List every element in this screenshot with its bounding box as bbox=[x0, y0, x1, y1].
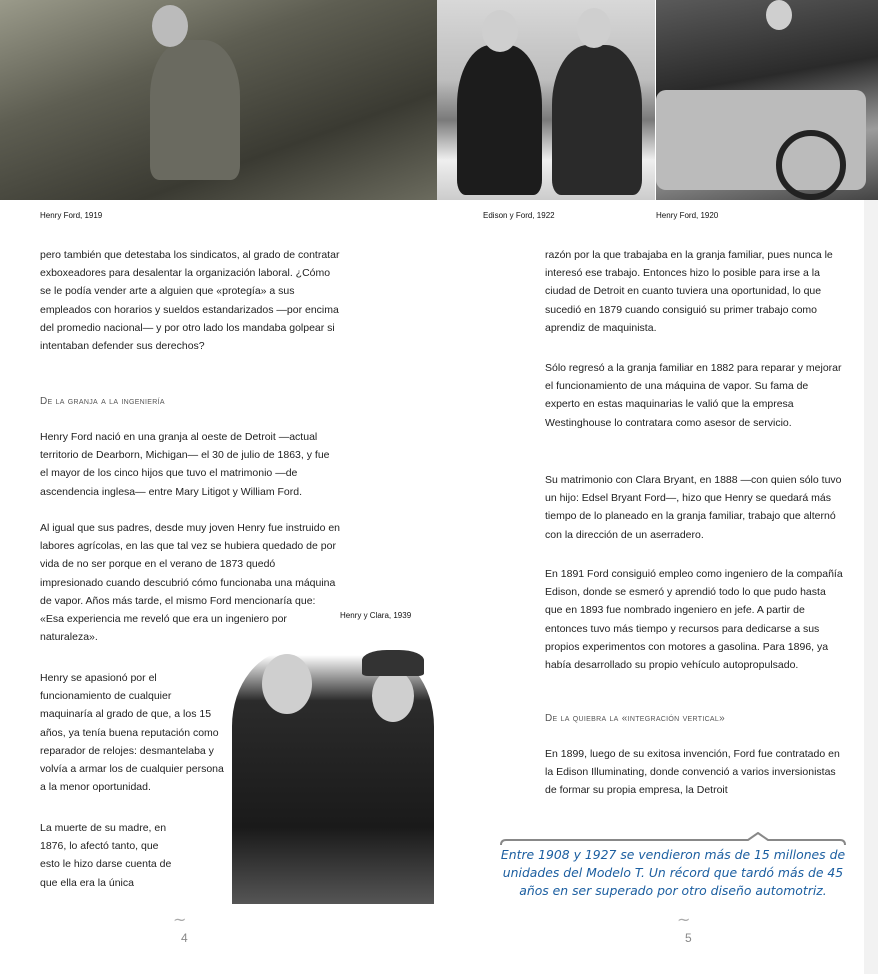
photo-edison-and-ford-1922 bbox=[437, 0, 655, 200]
body-paragraph: Henry Ford nació en una granja al oeste de Detroit —actual territorio de Dearborn, Michigan— el 30 de julio de 1863, y fue el mayor de los cinco hijos que tuvo el matrimonio —de ascendencia inglesa— entre Mary Litigot y William Ford. bbox=[40, 431, 330, 498]
page-ornament-icon: ~ bbox=[173, 910, 187, 929]
page-edge bbox=[864, 200, 878, 974]
page-ornament-icon: ~ bbox=[677, 910, 691, 929]
caption-henry-ford-1919: Henry Ford, 1919 bbox=[40, 211, 103, 220]
photo-henry-and-clara-1939 bbox=[232, 650, 434, 904]
caption-edison-ford-1922: Edison y Ford, 1922 bbox=[483, 211, 555, 220]
body-paragraph: En 1891 Ford consiguió empleo como ingeniero de la compañía Edison, donde se esmeró y aprendió todo lo que pudo hasta que en 1893 fue nombrado ingeniero en jefe. A partir de entonces tuvo más tiempo y recursos para dedicarse a sus propios experimentos con motores a gasolina. Para 1896, ya había desarrollado su propio vehículo autopropulsado. bbox=[545, 568, 843, 672]
pull-quote bbox=[500, 832, 846, 902]
photo-henry-ford-1919 bbox=[0, 0, 437, 200]
body-paragraph: pero también que detestaba los sindicatos, al grado de contratar exboxeadores para desalentar la organización laboral. ¿Cómo se le podía vender arte a alguien que «protegía» a sus empleados con horarios y sueldos estandarizados —por encima del promedio nacional— y por otro lado los mandaba golpear si intentaban defender sus derechos? bbox=[40, 249, 340, 353]
pull-quote-bracket bbox=[500, 832, 846, 846]
body-paragraph: Sólo regresó a la granja familiar en 1882 para reparar y mejorar el funcionamiento de una máquina de vapor. Su fama de experto en estas maquinarias le valió que la empresa Westinghouse lo contratara como asesor de servicio. bbox=[545, 362, 842, 429]
photo-henry-ford-1920 bbox=[656, 0, 878, 200]
pull-quote-text: Entre 1908 y 1927 se vendieron más de 15 millones de unidades del Modelo T. Un récord que tardó más de 45 años en ser superado por otro diseño automotriz. bbox=[500, 847, 846, 898]
body-paragraph: razón por la que trabajaba en la granja familiar, pues nunca le interesó ese trabajo. Entonces hizo lo posible para irse a la ciudad de Detroit en cuanto tuviera una oportunidad, lo que sucedió en 1879 cuando consiguió su primer trabajo como aprendiz de maquinista. bbox=[545, 249, 833, 334]
page-number: 5 bbox=[685, 931, 692, 945]
body-paragraph: Al igual que sus padres, desde muy joven Henry fue instruido en labores agrícolas, en las que tal vez se hubiera quedado de por vida de no ser porque en el verano de 1873 quedó impresionado cuando descubrió cómo funcionaba una máquina de vapor. Años más tarde, el mismo Ford mencionaría que: «Esa experiencia me reveló que era un ingeniero por naturaleza». bbox=[40, 522, 341, 644]
body-paragraph: Henry se apasionó por el funcionamiento de cualquier maquinaría al grado de que, a los 15 años, ya tenía buena reputación como reparador de relojes: desmantelaba y volvía a armar los de cualquier persona a la menor oportunidad. bbox=[40, 672, 224, 794]
section-heading: De la quiebra la «integración vertical» bbox=[545, 713, 725, 724]
caption-henry-clara-1939: Henry y Clara, 1939 bbox=[340, 611, 412, 620]
body-paragraph: Su matrimonio con Clara Bryant, en 1888 —con quien sólo tuvo un hijo: Edsel Bryant Ford—, hizo que Henry se quedará más tiempo de lo planeado en la granja familiar, trabajo que alternó con la dirección de un aserradero. bbox=[545, 474, 842, 541]
caption-henry-ford-1920: Henry Ford, 1920 bbox=[656, 211, 719, 220]
body-paragraph: En 1899, luego de su exitosa invención, Ford fue contratado en la Edison Illuminating, donde convenció a varios inversionistas de formar su propia empresa, la Detroit bbox=[545, 748, 840, 797]
section-heading: De la granja a la ingeniería bbox=[40, 396, 165, 407]
page-number: 4 bbox=[181, 931, 188, 945]
body-paragraph: La muerte de su madre, en 1876, lo afectó tanto, que esto le hizo darse cuenta de que ella era la única bbox=[40, 822, 172, 889]
